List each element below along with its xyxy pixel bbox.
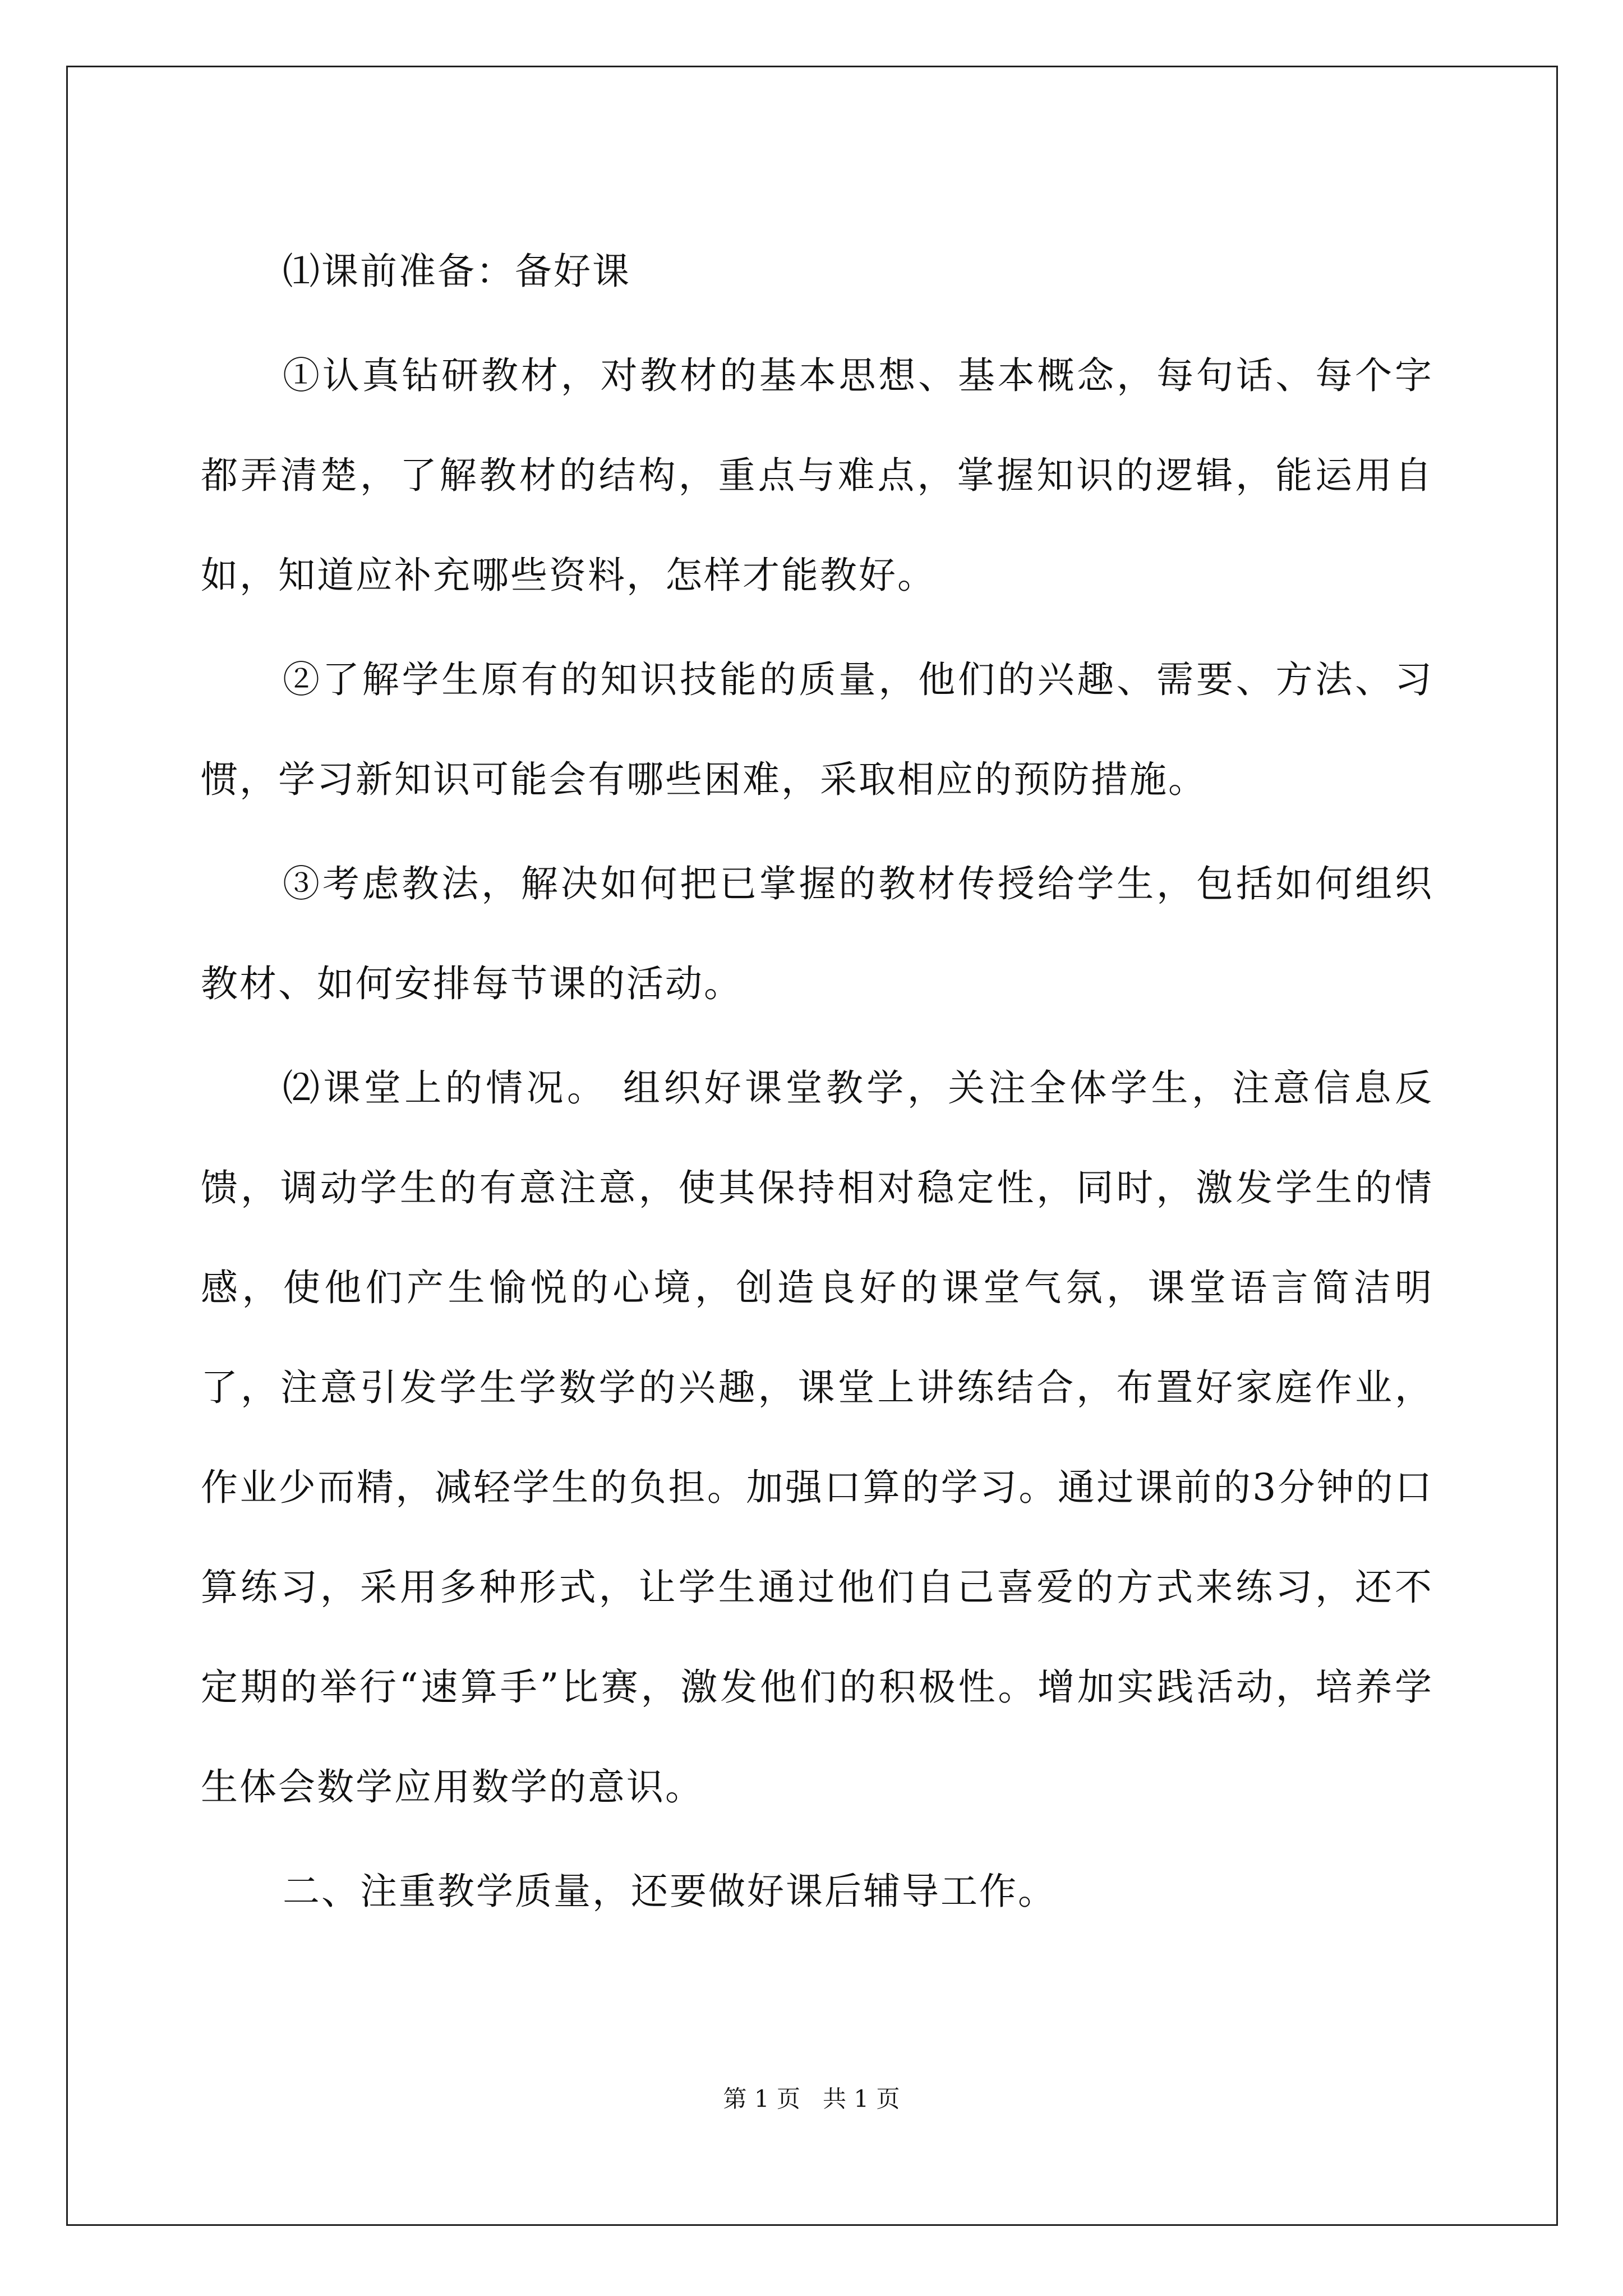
paragraph-lesson-prep-heading: ⑴课前准备：备好课 xyxy=(283,250,631,293)
document-body xyxy=(201,222,1433,1941)
paragraph-understand-students: ②了解学生原有的知识技能的质量，他们的兴趣、需要、方法、习惯，学习新知识可能会有哪些困难，采取相应的预防措施。 xyxy=(201,658,1433,801)
paragraph-teaching-methods: ③考虑教法，解决如何把已掌握的教材传授给学生，包括如何组织教材、如何安排每节课的活动。 xyxy=(201,862,1433,1005)
paragraph-classroom-situation: ⑵课堂上的情况。 组织好课堂教学，关注全体学生，注意信息反馈，调动学生的有意注意，使其保持相对稳定性，同时，激发学生的情感，使他们产生愉悦的心境，创造良好的课堂气氛，课堂语言简洁明了，注意引发学生学数学的兴趣，课堂上讲练结合，布置好家庭作业，作业少而精，减轻学生的负担。加强口算的学习。通过课前的3分钟的口算练习，采用多种形式，让学生通过他们自己喜爱的方式来练习，还不定期的举行“速算手”比赛，激发他们的积极性。增加实践活动，培养学生体会数学应用数学的意识。 xyxy=(201,1066,1433,1809)
page-number-footer: 第 1 页 共 1 页 xyxy=(723,2085,900,2113)
paragraph-study-textbook: ①认真钻研教材，对教材的基本思想、基本概念，每句话、每个字都弄清楚，了解教材的结构，重点与难点，掌握知识的逻辑，能运用自如，知道应补充哪些资料，怎样才能教好。 xyxy=(201,354,1433,597)
paragraph-after-class-tutoring: 二、注重教学质量，还要做好课后辅导工作。 xyxy=(283,1870,1057,1913)
